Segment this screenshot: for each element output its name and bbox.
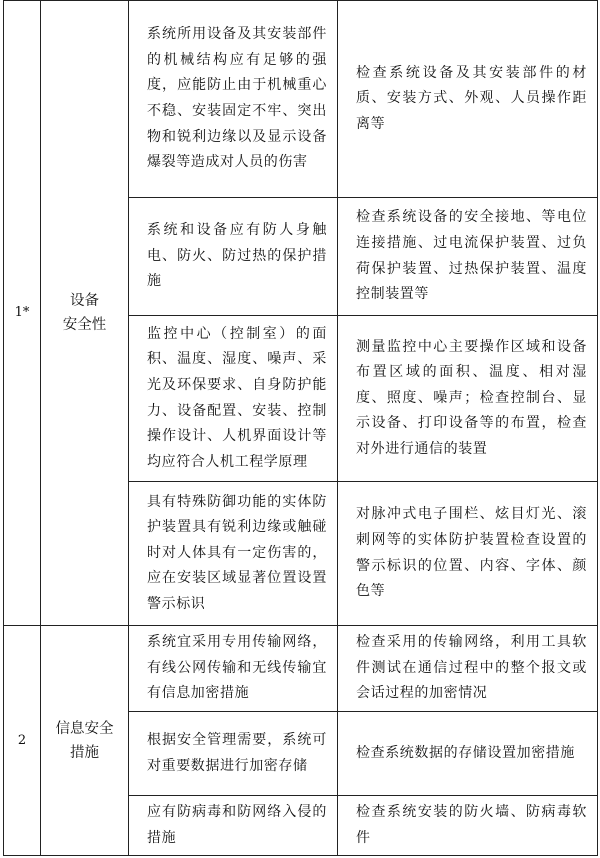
check-method-cell: 检查系统设备及其安装部件的材质、安装方式、外观、人员操作距离等	[338, 1, 598, 198]
table-row	[4, 626, 598, 712]
requirement-cell: 根据安全管理需要，系统可对重要数据进行加密存储	[129, 712, 338, 796]
requirement-cell: 应有防病毒和防网络入侵的措施	[129, 796, 338, 856]
category-line: 设备	[70, 293, 99, 309]
check-method-cell: 检查系统数据的存储设置加密措施	[338, 712, 598, 796]
check-method-cell: 检查系统设备的安全接地、等电位连接措施、过电流保护装置、过负荷保护装置、过热保护装置、温度控制装置等	[338, 198, 598, 316]
check-method-cell: 测量监控中心主要操作区域和设备布置区域的面积、温度、相对湿度、照度、噪声；检查控制台、显示设备、打印设备等的布置，检查对外进行通信的装置	[338, 316, 598, 482]
check-method-cell: 检查采用的传输网络，利用工具软件测试在通信过程中的整个报文或会话过程的加密情况	[338, 626, 598, 712]
requirement-cell: 系统宜采用专用传输网络，有线公网传输和无线传输宜有信息加密措施	[129, 626, 338, 712]
check-method-cell: 检查系统安装的防火墙、防病毒软件	[338, 796, 598, 856]
requirement-cell: 系统所用设备及其安装部件的机械结构应有足够的强度，应能防止由于机械重心不稳、安装固定不牢、突出物和锐利边缘以及显示设备爆裂等造成对人员的伤害	[129, 1, 338, 198]
category-line: 安全性	[62, 317, 107, 333]
security-requirements-table	[3, 0, 598, 856]
requirement-cell: 具有特殊防御功能的实体防护装置具有锐利边缘或触碰时对人体具有一定伤害的，应在安装区域显著位置设置警示标识	[129, 482, 338, 626]
requirement-cell: 监控中心（控制室）的面积、温度、湿度、噪声、采光及环保要求、自身防护能力、设备配置、安装、控制操作设计、人机界面设计等均应符合人机工程学原理	[129, 316, 338, 482]
category-line: 措施	[70, 744, 99, 761]
category-cell	[41, 626, 129, 856]
requirement-cell: 系统和设备应有防人身触电、防火、防过热的保护措施	[129, 198, 338, 316]
row-index: 1*	[4, 1, 41, 626]
category-cell	[41, 1, 129, 626]
table-row	[4, 1, 598, 198]
check-method-cell: 对脉冲式电子围栏、炫目灯光、滚刺网等的实体防护装置检查设置的警示标识的位置、内容、字体、颜色等	[338, 482, 598, 626]
row-index: 2	[4, 626, 41, 856]
category-line: 信息安全	[55, 720, 114, 737]
